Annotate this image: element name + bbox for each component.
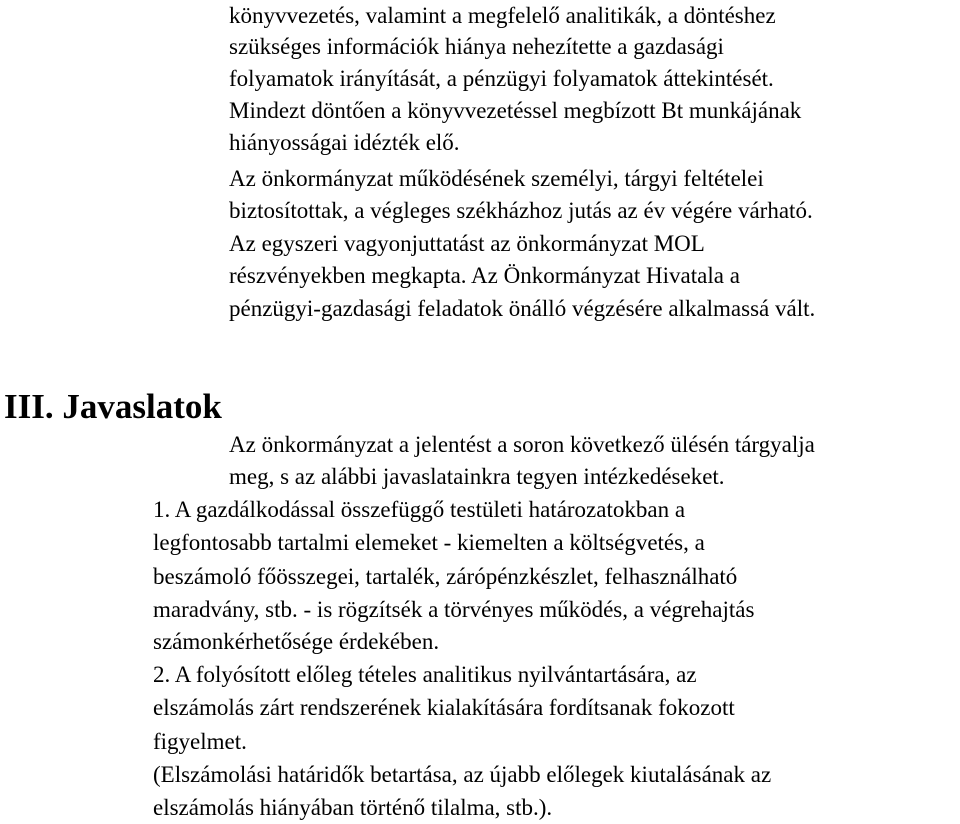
section-heading: III. Javaslatok <box>4 387 222 426</box>
intro-line: Az önkormányzat működésének személyi, tárgyi feltételei <box>229 166 764 191</box>
recommendation-line: figyelmet. <box>153 729 247 754</box>
recommendation-line: beszámoló főösszegei, tartalék, zárópénzkészlet, felhasználható <box>153 564 738 589</box>
intro-line: biztosítottak, a végleges székházhoz jutás az év végére várható. <box>229 198 813 223</box>
intro-line: Az egyszeri vagyonjuttatást az önkormányzat MOL <box>229 231 705 256</box>
intro-line: könyvvezetés, valamint a megfelelő analitikák, a döntéshez <box>229 3 776 28</box>
recommendation-line: elszámolás hiányában történő tilalma, stb.). <box>153 795 553 820</box>
recommendation-line: maradvány, stb. - is rögzítsék a törvényes működés, a végrehajtás <box>153 597 755 622</box>
recommendation-line: számonkérhetősége érdekében. <box>153 629 440 654</box>
recommendation-line: 2. A folyósított előleg tételes analitikus nyilvántartására, az <box>153 662 697 687</box>
recommendation-line: elszámolás zárt rendszerének kialakítására fordítsanak fokozott <box>153 695 735 720</box>
intro-line: hiányosságai idézték elő. <box>229 130 460 155</box>
intro-line: pénzügyi-gazdasági feladatok önálló végzésére alkalmassá vált. <box>229 296 816 321</box>
recommendation-line: 1. A gazdálkodással összefüggő testületi határozatokban a <box>153 497 686 522</box>
section-intro-line: meg, s az alábbi javaslatainkra tegyen intézkedéseket. <box>229 464 725 489</box>
intro-line: részvényekben megkapta. Az Önkormányzat Hivatala a <box>229 263 740 288</box>
section-intro-line: Az önkormányzat a jelentést a soron következő ülésén tárgyalja <box>229 432 815 457</box>
intro-line: folyamatok irányítását, a pénzügyi folyamatok áttekintését. <box>229 66 774 91</box>
recommendation-line: (Elszámolási határidők betartása, az újabb előlegek kiutalásának az <box>153 762 772 787</box>
recommendation-line: legfontosabb tartalmi elemeket - kiemelten a költségvetés, a <box>153 530 705 555</box>
intro-line: Mindezt döntően a könyvvezetéssel megbízott Bt munkájának <box>229 98 802 123</box>
intro-line: szükséges információk hiánya nehezítette a gazdasági <box>229 34 724 59</box>
